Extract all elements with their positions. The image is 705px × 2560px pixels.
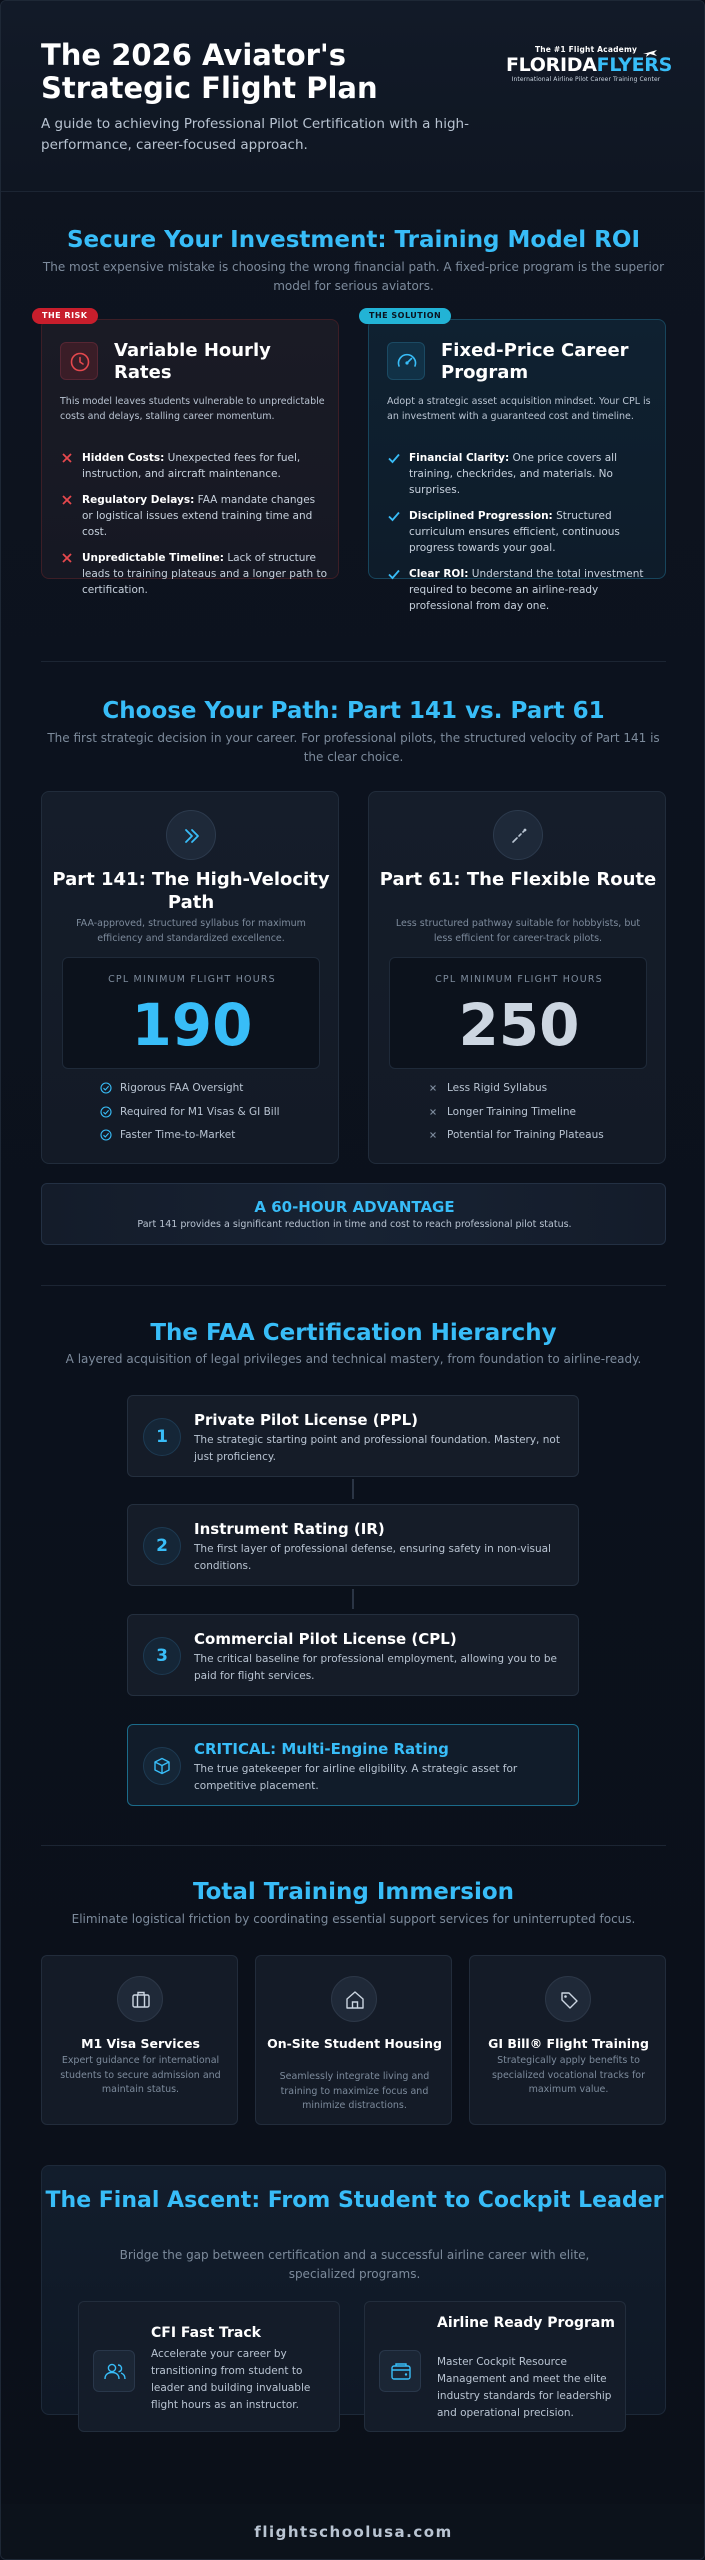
- hierarchy-step-multi-engine: [127, 1724, 579, 1806]
- hierarchy-subtitle: A layered acquisition of legal privileges and technical mastery, from foundation to airline-ready.: [65, 1352, 642, 1366]
- ascent-card-title: Airline Ready Program: [437, 2315, 615, 2331]
- part61-item: [427, 1104, 647, 1120]
- solution-tag: THE SOLUTION: [359, 308, 451, 324]
- check-circle-icon: [100, 1106, 112, 1118]
- service-description: Seamlessly integrate living and training to maximize focus and minimize distractions.: [279, 2071, 430, 2111]
- step-connector: [352, 1589, 354, 1609]
- winding-route-icon: [494, 811, 544, 861]
- advantage-text: Part 141 provides a significant reduction in time and cost to reach professional pilot status.: [137, 1219, 572, 1230]
- ascent-subtitle: Bridge the gap between certification and a successful airline career with elite, specialized programs.: [119, 2248, 590, 2281]
- solution-item-text: Understand the total investment required to become an airline-ready professional from day one.: [409, 568, 644, 612]
- risk-item-label: Unpredictable Timeline:: [82, 552, 224, 564]
- risk-item-label: Regulatory Delays:: [82, 494, 195, 506]
- step-title: CRITICAL: Multi-Engine Rating: [194, 1740, 449, 1758]
- logo-top-text: The #1 Flight Academy: [534, 45, 638, 54]
- roi-title: Secure Your Investment: Training Model ROI: [66, 227, 640, 253]
- step-title: Commercial Pilot License (CPL): [194, 1630, 457, 1648]
- clock-icon: [61, 343, 99, 381]
- ascent-icon-box: [379, 2350, 421, 2392]
- risk-item-text: Unexpected fees for fuel, instruction, and aircraft maintenance.: [82, 452, 301, 480]
- logo-word-flyers: FLYERS: [596, 54, 673, 76]
- part61-hours-value: 250: [458, 991, 580, 1059]
- solution-item: [387, 508, 655, 556]
- gauge-icon: [388, 343, 426, 381]
- ascent-card-cfi: [78, 2301, 340, 2432]
- home-icon: [332, 1977, 378, 2023]
- header: [1, 1, 705, 191]
- risk-item: [60, 492, 328, 540]
- service-title: On-Site Student Housing: [267, 2036, 442, 2051]
- solution-item-label: Clear ROI:: [409, 568, 469, 580]
- service-title: GI Bill® Flight Training: [488, 2036, 649, 2051]
- footer: [1, 2504, 705, 2560]
- part141-list: [100, 1080, 320, 1151]
- step-description: The true gatekeeper for airline eligibility. A strategic asset for competitive placement.: [194, 1763, 518, 1792]
- x-icon: [427, 1082, 439, 1094]
- hierarchy-title: The FAA Certification Hierarchy: [150, 1320, 557, 1346]
- part141-item: [100, 1127, 320, 1143]
- solution-item: [387, 566, 655, 614]
- florida-flyers-logo[interactable]: [506, 45, 673, 91]
- solution-card: [368, 311, 666, 612]
- step-title: Private Pilot License (PPL): [194, 1411, 418, 1429]
- solution-description: Adopt a strategic asset acquisition mindset. Your CPL is an investment with a guaranteed cost and timeline.: [387, 396, 651, 422]
- step-connector: [352, 1479, 354, 1499]
- x-icon: [60, 551, 74, 565]
- ascent-card-airline-ready: [364, 2301, 626, 2432]
- solution-item-text: One price covers all training, checkrides, and materials. No surprises.: [409, 452, 617, 496]
- briefcase-icon: [118, 1977, 164, 2023]
- part61-hours-box: [389, 957, 647, 1069]
- ascent-icon-box: [93, 2350, 135, 2392]
- part141-hours-box: [62, 957, 320, 1069]
- hierarchy-step-ppl: [127, 1395, 579, 1477]
- part61-badge: [493, 810, 543, 860]
- divider: [41, 1285, 666, 1286]
- logo-tagline: International Airline Pilot Career Training Center: [511, 76, 661, 83]
- part61-title: Part 61: The Flexible Route: [379, 869, 657, 890]
- page-title: The 2026 Aviator's Strategic Flight Plan: [41, 38, 378, 105]
- x-icon: [60, 451, 74, 465]
- part141-item-text: Required for M1 Visas & GI Bill: [120, 1105, 280, 1118]
- fast-forward-icon: [167, 811, 217, 861]
- service-card-visa: [41, 1955, 238, 2125]
- service-title: M1 Visa Services: [81, 2036, 200, 2051]
- service-icon-badge: [545, 1976, 591, 2022]
- ascent-card-description: Accelerate your career by transitioning from student to leader and building invaluable flight hours as an instructor.: [151, 2348, 311, 2411]
- service-description: Strategically apply benefits to specialized vocational tracks for maximum value.: [491, 2055, 646, 2095]
- path-subtitle: The first strategic decision in your career. For professional pilots, the structured velocity of Part 141 is the clear choice.: [47, 731, 660, 764]
- roi-subtitle: The most expensive mistake is choosing the wrong financial path. A fixed-price program is the superior model for serious aviators.: [42, 260, 665, 293]
- service-card-housing: [255, 1955, 452, 2125]
- risk-item: [60, 450, 328, 482]
- part141-item-text: Rigorous FAA Oversight: [120, 1082, 244, 1094]
- part61-description: Less structured pathway suitable for hobbyists, but less efficient for career-track pilots.: [395, 918, 641, 944]
- part61-item: [427, 1080, 647, 1096]
- risk-item: [60, 550, 328, 598]
- part141-description: FAA-approved, structured syllabus for maximum efficiency and standardized excellence.: [76, 918, 306, 944]
- check-icon: [387, 451, 401, 465]
- part61-hours-label: CPL MINIMUM FLIGHT HOURS: [435, 974, 603, 985]
- cube-icon: [143, 1747, 181, 1785]
- service-icon-badge: [117, 1976, 163, 2022]
- step-number: 1: [143, 1418, 181, 1456]
- part141-item: [100, 1080, 320, 1096]
- x-icon: [60, 493, 74, 507]
- part61-card: [368, 791, 666, 1164]
- service-description: Expert guidance for international students to secure admission and maintain status.: [60, 2055, 221, 2095]
- solution-title: Fixed-Price Career Program: [441, 340, 629, 383]
- part61-item: [427, 1127, 647, 1143]
- step-number: 3: [143, 1637, 181, 1675]
- ascent-card-description: Master Cockpit Resource Management and meet the elite industry standards for leadership and operational precision.: [437, 2356, 612, 2419]
- step-title: Instrument Rating (IR): [194, 1520, 385, 1538]
- part61-item-text: Longer Training Timeline: [447, 1105, 576, 1118]
- risk-item-text: FAA mandate changes or logistical issues extend training time and cost.: [82, 494, 316, 538]
- risk-tag: THE RISK: [32, 308, 98, 324]
- part61-list: [427, 1080, 647, 1151]
- advantage-banner: [41, 1183, 666, 1245]
- plane-icon: [642, 48, 658, 58]
- step-description: The strategic starting point and professional foundation. Mastery, not just proficiency.: [194, 1434, 560, 1463]
- service-icon-badge: [331, 1976, 377, 2022]
- immersion-title: Total Training Immersion: [192, 1879, 515, 1905]
- footer-link[interactable]: flightschoolusa.com: [254, 2523, 453, 2541]
- risk-item-label: Hidden Costs:: [82, 452, 165, 464]
- step-description: The first layer of professional defense, ensuring safety in non-visual conditions.: [194, 1543, 551, 1572]
- advantage-title: A 60-HOUR ADVANTAGE: [254, 1198, 455, 1216]
- risk-icon-box: [60, 342, 98, 380]
- logo-word-florida: FLORIDA: [506, 54, 597, 76]
- solution-icon-box: [387, 342, 425, 380]
- page-subtitle: A guide to achieving Professional Pilot Certification with a high-performance, career-focused approach.: [41, 116, 469, 153]
- part141-title: Part 141: The High-Velocity Path: [52, 869, 330, 913]
- ascent-title: The Final Ascent: From Student to Cockpit Leader: [45, 2188, 664, 2213]
- divider: [1, 191, 705, 192]
- solution-list: [387, 450, 655, 624]
- step-number: 2: [143, 1527, 181, 1565]
- part141-hours-label: CPL MINIMUM FLIGHT HOURS: [108, 974, 276, 985]
- part141-card: [41, 791, 339, 1164]
- risk-description: This model leaves students vulnerable to unpredictable costs and delays, stalling career momentum.: [60, 396, 325, 422]
- divider: [41, 661, 666, 662]
- check-circle-icon: [100, 1082, 112, 1094]
- divider: [41, 1845, 666, 1846]
- risk-title: Variable Hourly Rates: [114, 340, 271, 383]
- part61-item-text: Potential for Training Plateaus: [447, 1129, 604, 1141]
- wallet-icon: [380, 2351, 422, 2393]
- part61-item-text: Less Rigid Syllabus: [447, 1082, 548, 1094]
- x-icon: [427, 1106, 439, 1118]
- solution-item-text: Structured curriculum ensures efficient, continuous progress towards your goal.: [409, 510, 620, 554]
- users-icon: [94, 2351, 136, 2393]
- step-icon-badge: [143, 1747, 181, 1785]
- solution-item: [387, 450, 655, 498]
- step-description: The critical baseline for professional employment, allowing you to be paid for flight services.: [194, 1653, 557, 1682]
- part141-hours-value: 190: [131, 991, 253, 1059]
- solution-item-label: Financial Clarity:: [409, 452, 510, 464]
- check-icon: [387, 509, 401, 523]
- check-icon: [387, 567, 401, 581]
- part141-item-text: Faster Time-to-Market: [120, 1129, 236, 1141]
- check-circle-icon: [100, 1129, 112, 1141]
- immersion-subtitle: Eliminate logistical friction by coordinating essential support services for uninterrupted focus.: [71, 1912, 636, 1926]
- service-card-gi-bill: [469, 1955, 666, 2125]
- path-title: Choose Your Path: Part 141 vs. Part 61: [102, 698, 605, 724]
- risk-card: [41, 311, 339, 596]
- part141-item: [100, 1104, 320, 1120]
- hierarchy-step-cpl: [127, 1614, 579, 1696]
- ascent-card-title: CFI Fast Track: [151, 2325, 261, 2341]
- part141-badge: [166, 810, 216, 860]
- hierarchy-step-ir: [127, 1504, 579, 1586]
- risk-item-text: Lack of structure leads to training plateaus and a longer path to certification.: [82, 552, 328, 596]
- tag-icon: [546, 1977, 592, 2023]
- x-icon: [427, 1129, 439, 1141]
- risk-list: [60, 450, 328, 608]
- solution-item-label: Disciplined Progression:: [409, 510, 553, 522]
